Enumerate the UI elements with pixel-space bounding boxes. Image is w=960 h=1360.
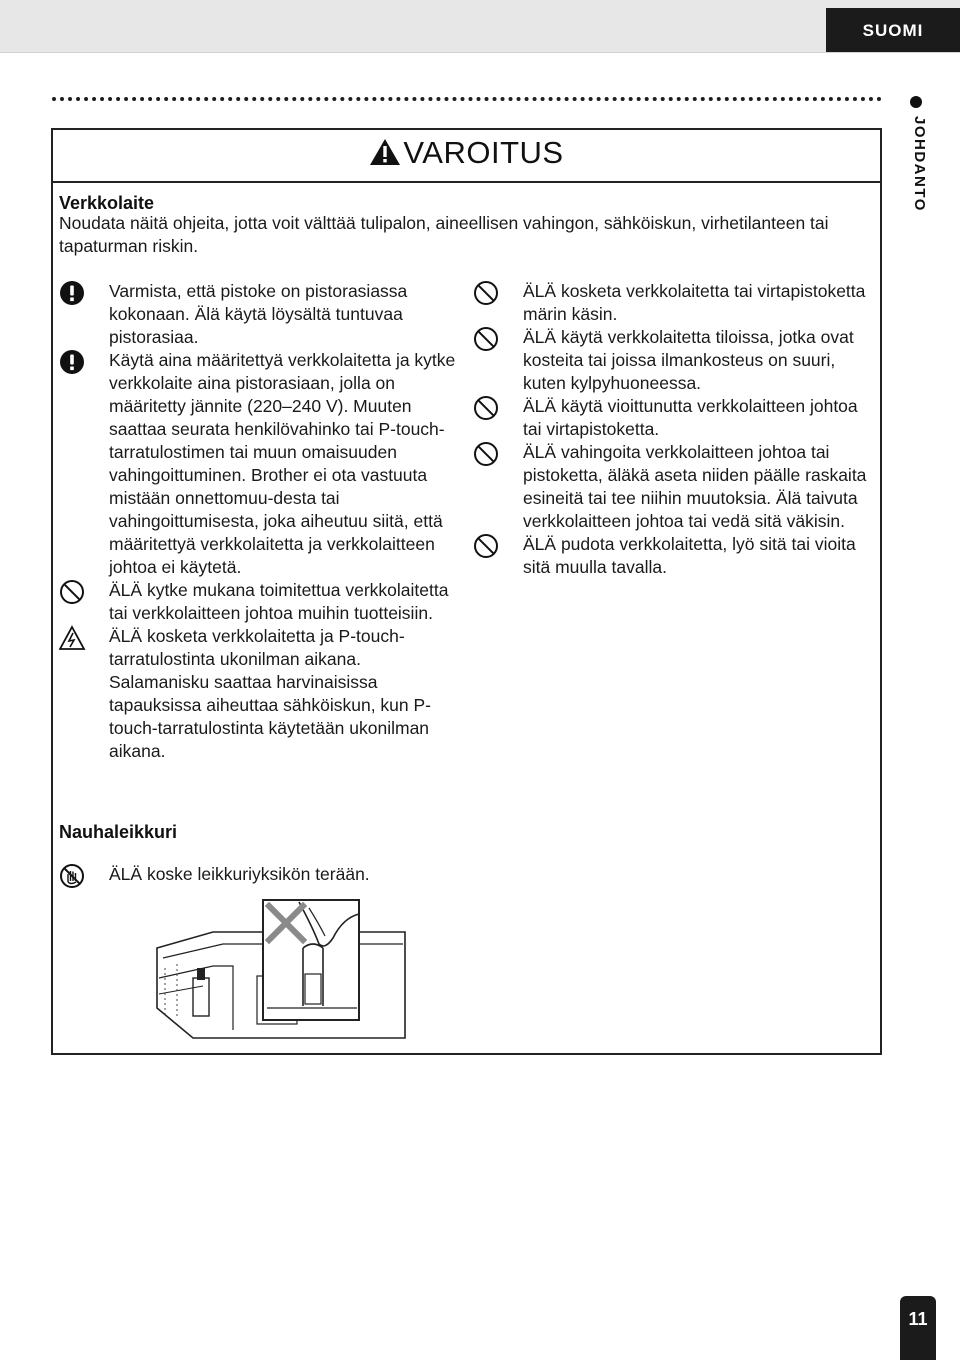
list-item: [59, 280, 465, 349]
section-title-nauhaleikkuri: Nauhaleikkuri: [59, 822, 178, 842]
intro-text: Noudata näitä ohjeita, jotta voit välttää tulipalon, aineellisen vahingon, sähköiskun, virhetilanteen tai tapaturman riskin.: [59, 213, 829, 256]
language-badge: SUOMI: [826, 8, 960, 52]
item-text: Varmista, että pistoke on pistorasiassa kokonaan. Älä käytä löysältä tuntuvaa pistorasiaa.: [109, 281, 408, 347]
list-item: [59, 579, 465, 625]
prohibited-icon: [59, 579, 87, 607]
prohibited-icon: [473, 280, 501, 308]
item-text: ÄLÄ käytä verkkolaitetta tiloissa, jotka ovat kosteita tai joissa ilmankosteus on suuri, kuten kylpyhuoneessa.: [523, 327, 854, 393]
list-item: [473, 441, 873, 533]
item-text: ÄLÄ vahingoita verkkolaitteen johtoa tai pistoketta, äläkä aseta niiden päälle raskaita esineitä tai tee niihin muutoksia. Älä taivuta verkkolaitteen johtoa tai vedä sitä väkisin.: [523, 442, 867, 531]
prohibited-icon: [473, 533, 501, 561]
prohibited-icon: [473, 441, 501, 469]
cutter-item-row: [59, 863, 519, 886]
item-text: ÄLÄ pudota verkkolaitetta, lyö sitä tai vioita sitä muulla tavalla.: [523, 534, 856, 577]
list-item: [59, 625, 465, 763]
no-touch-icon: [59, 863, 87, 891]
bullet-dot-icon: [910, 96, 922, 108]
right-column: [473, 280, 873, 579]
electric-hazard-icon: [59, 625, 87, 653]
prohibited-icon: [473, 326, 501, 354]
item-text: Käytä aina määritettyä verkkolaitetta ja kytke verkkolaite aina pistorasiaan, jolla on määritetty jännite (220–240 V). Muuten saattaa seurata henkilövahinko tai P-touch-tarratulostimen tai muun omaisuuden vahingoittuminen. Brother ei ota vastuuta mistään onnettomuu-desta tai vahingoittumisesta, joka aiheutuu siitä, että määritettyä verkkolaitetta ja verkkolaitteen johtoa ei käytetä.: [109, 350, 456, 577]
list-item: [59, 863, 519, 886]
exclamation-icon: [59, 280, 87, 308]
list-item: [473, 395, 873, 441]
page-number: 11: [900, 1296, 936, 1360]
list-item: [473, 280, 873, 326]
cutter-illustration: [153, 898, 413, 1048]
prohibited-icon: [473, 395, 501, 423]
item-text: ÄLÄ koske leikkuriyksikön terään.: [109, 864, 370, 884]
list-item: [473, 326, 873, 395]
section-title-verkkolaite: Verkkolaite: [59, 193, 155, 213]
top-bar: [0, 0, 960, 53]
item-text: ÄLÄ käytä vioittunutta verkkolaitteen johtoa tai virtapistoketta.: [523, 396, 858, 439]
dotted-divider: [52, 97, 882, 101]
warning-box: [51, 128, 882, 1055]
list-item: [59, 349, 465, 579]
left-column: [59, 280, 465, 763]
side-tab-label: JOHDANTO: [911, 116, 928, 212]
warning-title: [53, 135, 880, 174]
list-item: [473, 533, 873, 579]
warning-triangle-icon: [369, 138, 401, 174]
item-text: ÄLÄ kosketa verkkolaitetta ja P-touch-tarratulostinta ukonilman aikana. Salamanisku saattaa harvinaisissa tapauksissa aiheuttaa sähköiskun, kun P-touch-tarratulostinta käytetään ukonilman aikana.: [109, 626, 431, 761]
side-tab: [904, 96, 928, 256]
item-text: ÄLÄ kytke mukana toimitettua verkkolaitetta tai verkkolaitteen johtoa muihin tuotteisiin.: [109, 580, 449, 623]
item-text: ÄLÄ kosketa verkkolaitetta tai virtapistoketta märin käsin.: [523, 281, 866, 324]
warning-title-box: [53, 130, 880, 183]
exclamation-icon: [59, 349, 87, 377]
warning-title-text: VAROITUS: [403, 135, 564, 170]
